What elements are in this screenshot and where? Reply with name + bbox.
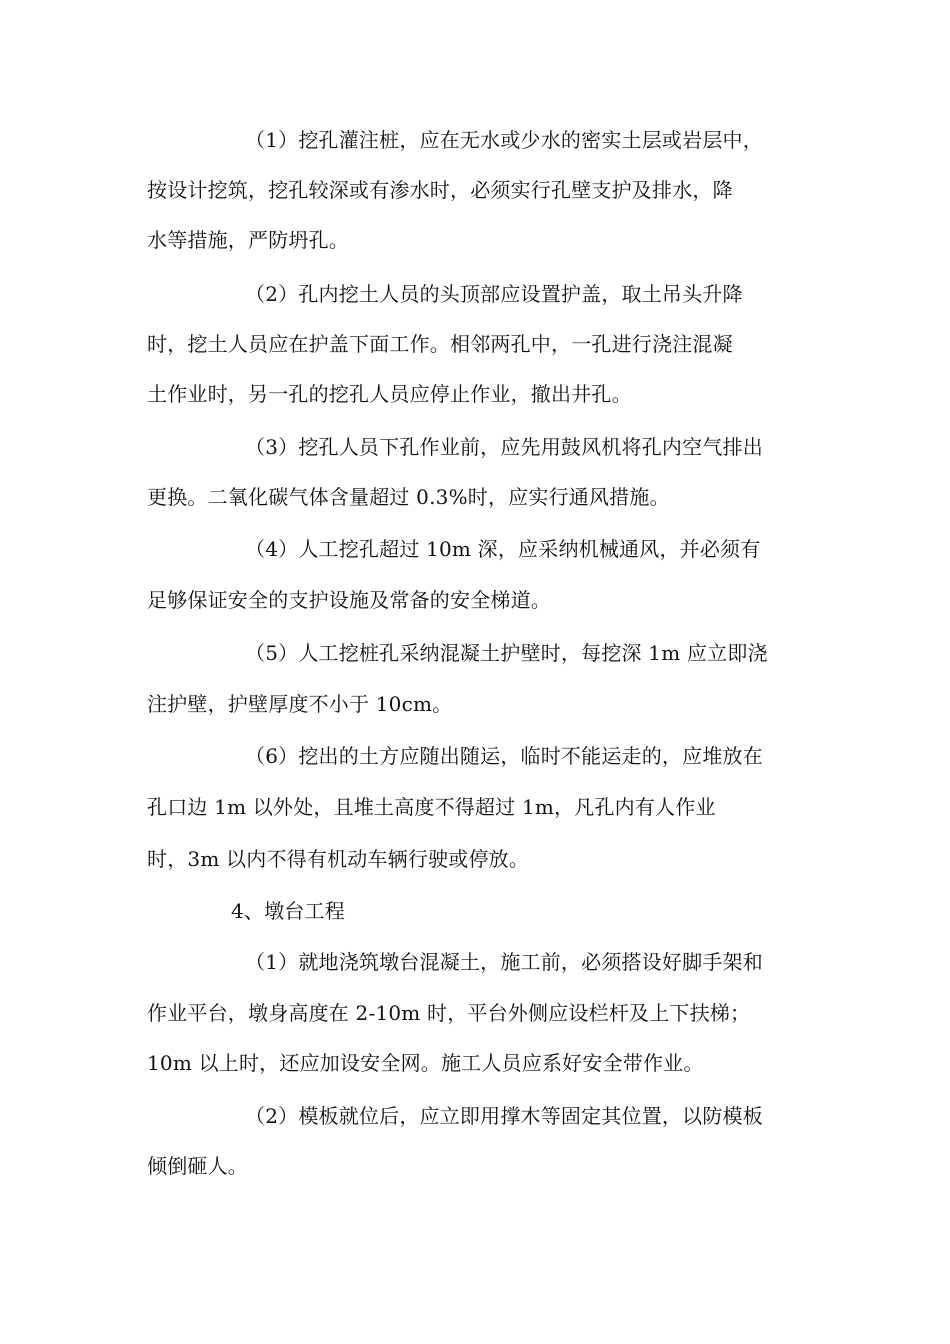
paragraph-line: 更换。二氧化碳气体含量超过 0.3%时，应实行通风措施。 — [147, 485, 670, 509]
paragraph-line: 作业平台，墩身高度在 2-10m 时，平台外侧应设栏杆及上下扶梯； — [147, 1001, 751, 1025]
paragraph-line: （2）模板就位后，应立即用撑木等固定其位置，以防模板 — [245, 1104, 763, 1128]
paragraph-line: 倾倒砸人。 — [147, 1154, 248, 1178]
paragraph-line: （3）挖孔人员下孔作业前，应先用鼓风机将孔内空气排出 — [245, 435, 763, 459]
paragraph-line: （1）挖孔灌注桩，应在无水或少水的密实土层或岩层中， — [245, 128, 763, 152]
paragraph-line: （6）挖出的土方应随出随运，临时不能运走的，应堆放在 — [245, 744, 763, 768]
paragraph-line: 按设计挖筑，挖孔较深或有渗水时，必须实行孔壁支护及排水，降 — [147, 178, 733, 202]
paragraph-line: 水等措施，严防坍孔。 — [147, 228, 349, 252]
paragraph-line: 10m 以上时，还应加设安全网。施工人员应系好安全带作业。 — [147, 1051, 704, 1075]
paragraph-line: （2）孔内挖土人员的头顶部应设置护盖，取土吊头升降 — [245, 282, 743, 306]
paragraph-line: 孔口边 1m 以外处，且堆土高度不得超过 1m，凡孔内有人作业 — [147, 795, 716, 819]
paragraph-line: （1）就地浇筑墩台混凝土，施工前，必须搭设好脚手架和 — [245, 950, 763, 974]
paragraph-line: 土作业时，另一孔的挖孔人员应停止作业，撤出井孔。 — [147, 382, 632, 406]
section-heading: 4、墩台工程 — [231, 899, 345, 923]
paragraph-line: 足够保证安全的支护设施及常备的安全梯道。 — [147, 588, 551, 612]
paragraph-line: （4）人工挖孔超过 10m 深，应采纳机械通风，并必须有 — [245, 537, 761, 561]
paragraph-line: 时，挖土人员应在护盖下面工作。相邻两孔中，一孔进行浇注混凝 — [147, 332, 733, 356]
paragraph-line: 时，3m 以内不得有机动车辆行驶或停放。 — [147, 847, 530, 871]
paragraph-line: 注护壁，护壁厚度不小于 10cm。 — [147, 692, 453, 716]
paragraph-line: （5）人工挖桩孔采纳混凝土护壁时，每挖深 1m 应立即浇 — [245, 641, 768, 665]
